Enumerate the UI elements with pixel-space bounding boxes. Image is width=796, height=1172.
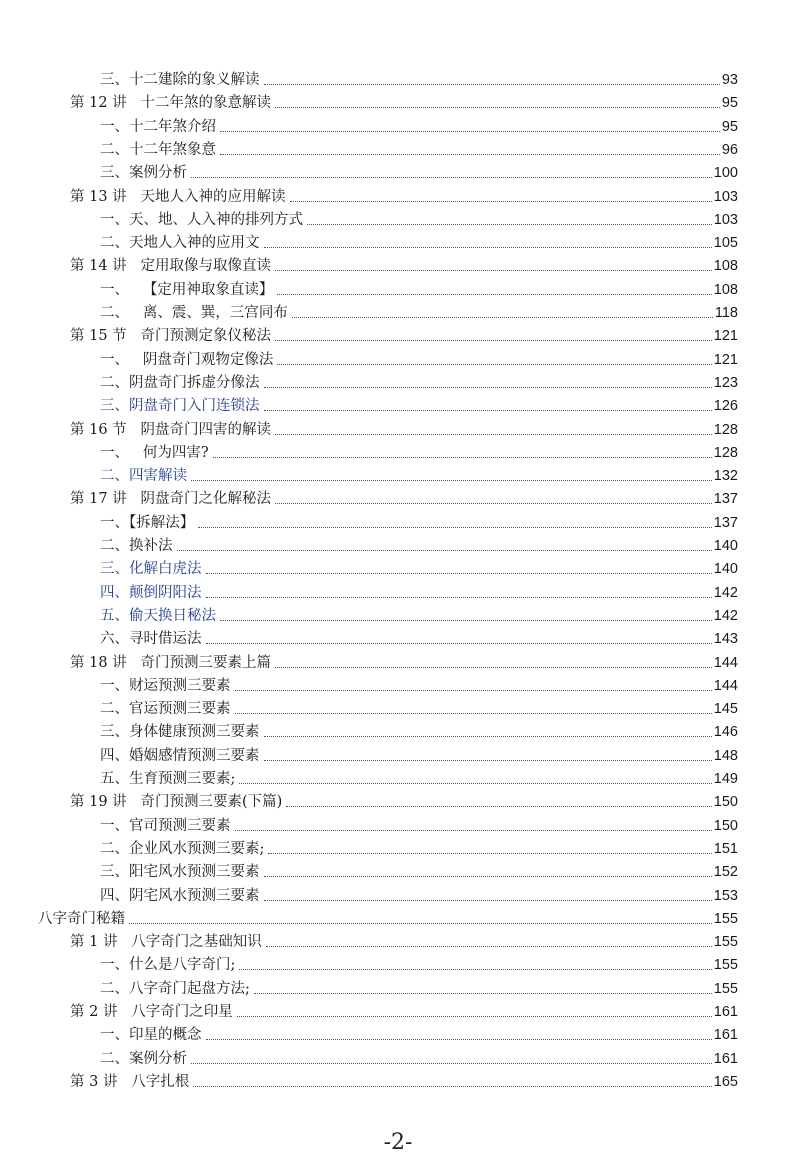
toc-entry bbox=[100, 159, 738, 182]
toc-entry bbox=[100, 113, 738, 136]
toc-entry-page: 128 bbox=[713, 444, 738, 461]
toc-entry[interactable] bbox=[100, 579, 738, 602]
toc-entry bbox=[100, 625, 738, 648]
dot-leader bbox=[264, 247, 712, 248]
toc-entry bbox=[70, 416, 738, 439]
dot-leader bbox=[235, 830, 712, 831]
toc-entry bbox=[70, 252, 738, 275]
toc-entry bbox=[100, 812, 738, 835]
toc-entry-page: 161 bbox=[713, 1050, 738, 1067]
toc-entry-title: 四、婚姻感情预测三要素 bbox=[100, 747, 260, 764]
toc-entry bbox=[70, 928, 738, 951]
toc-entry-page: 155 bbox=[713, 980, 738, 997]
toc-entry-title[interactable]: 二、四害解读 bbox=[100, 468, 187, 485]
dot-leader bbox=[191, 1063, 712, 1064]
dot-leader bbox=[275, 270, 712, 271]
toc-entry-page: 149 bbox=[713, 771, 738, 787]
toc-entry-page: 100 bbox=[713, 165, 738, 182]
toc-entry-title: 一、 【定用神取象直读】 bbox=[100, 281, 274, 298]
toc-entry-title: 二、案例分析 bbox=[100, 1050, 187, 1067]
toc-entry-title: 三、十二建除的象义解读 bbox=[100, 72, 260, 88]
toc-entry-page: 151 bbox=[713, 840, 738, 857]
toc-entry bbox=[100, 276, 738, 299]
toc-entry-page: 140 bbox=[713, 561, 738, 578]
dot-leader bbox=[264, 900, 712, 901]
toc-entry bbox=[100, 229, 738, 252]
toc-entry-page: 93 bbox=[721, 72, 738, 88]
toc-entry-title[interactable]: 三、化解白虎法 bbox=[100, 561, 202, 578]
toc-entry-title: 第 2 讲 八字奇门之印星 bbox=[70, 1004, 233, 1020]
toc-entry bbox=[100, 858, 738, 881]
toc-entry-title: 二、阴盘奇门拆虚分像法 bbox=[100, 374, 260, 391]
toc-entry-title: 八字奇门秘籍 bbox=[38, 910, 125, 927]
toc-entry-page: 105 bbox=[713, 235, 738, 252]
dot-leader bbox=[290, 201, 712, 202]
toc-entry-page: 142 bbox=[713, 607, 738, 624]
dot-leader bbox=[220, 154, 720, 155]
dot-leader bbox=[129, 923, 712, 924]
dot-leader bbox=[286, 806, 711, 807]
toc-entry bbox=[70, 322, 738, 345]
toc-entry-page: 153 bbox=[713, 887, 738, 904]
toc-entry-page: 96 bbox=[721, 141, 738, 158]
toc-entry-page: 152 bbox=[713, 864, 738, 881]
toc-entry bbox=[100, 532, 738, 555]
dot-leader bbox=[264, 410, 712, 411]
dot-leader bbox=[264, 760, 712, 761]
toc-entry-title: 一、什么是八字奇门; bbox=[100, 957, 236, 974]
toc-entry-page: 95 bbox=[721, 118, 738, 135]
toc-entry-title: 二、十二年煞象意 bbox=[100, 141, 216, 158]
toc-entry bbox=[100, 509, 738, 532]
toc-entry-title: 二、天地人入神的应用文 bbox=[100, 235, 260, 252]
dot-leader bbox=[239, 783, 711, 784]
toc-entry bbox=[100, 835, 738, 858]
dot-leader bbox=[254, 993, 712, 994]
toc-entry[interactable] bbox=[100, 602, 738, 625]
toc-entry bbox=[100, 695, 738, 718]
dot-leader bbox=[177, 550, 712, 551]
toc-entry-title: 六、寻时借运法 bbox=[100, 631, 202, 648]
toc-entry-page: 144 bbox=[713, 654, 738, 671]
toc-entry-title: 第 1 讲 八字奇门之基础知识 bbox=[70, 934, 262, 951]
toc-entry[interactable] bbox=[100, 392, 738, 415]
toc-entry-title: 一、【拆解法】 bbox=[100, 514, 195, 531]
toc-entry-title: 第 12 讲 十二年煞的象意解读 bbox=[70, 95, 271, 112]
toc-entry-page: 95 bbox=[721, 95, 738, 112]
dot-leader bbox=[206, 643, 712, 644]
toc-entry-page: 108 bbox=[713, 258, 738, 275]
dot-leader bbox=[237, 1016, 712, 1017]
toc-entry bbox=[100, 1045, 738, 1068]
dot-leader bbox=[213, 457, 712, 458]
toc-entry-title: 一、 阴盘奇门观物定像法 bbox=[100, 351, 274, 368]
toc-entry-page: 145 bbox=[713, 701, 738, 718]
toc-entry-title: 二、官运预测三要素 bbox=[100, 701, 231, 718]
toc-entry bbox=[100, 299, 738, 322]
toc-entry-title: 三、阳宅风水预测三要素 bbox=[100, 864, 260, 881]
toc-entry-title: 三、身体健康预测三要素 bbox=[100, 724, 260, 741]
toc-entry-page: 161 bbox=[713, 1004, 738, 1020]
toc-entry bbox=[100, 136, 738, 159]
toc-entry-page: 165 bbox=[713, 1073, 738, 1090]
dot-leader bbox=[235, 713, 712, 714]
toc-entry-title: 第 3 讲 八字扎根 bbox=[70, 1073, 190, 1090]
toc-entry bbox=[100, 346, 738, 369]
dot-leader bbox=[275, 434, 712, 435]
toc-entry-page: 132 bbox=[713, 468, 738, 485]
toc-entry-page: 121 bbox=[713, 351, 738, 368]
dot-leader bbox=[198, 527, 712, 528]
toc-entry-page: 103 bbox=[713, 188, 738, 205]
toc-entry-title: 二、企业风水预测三要素; bbox=[100, 840, 265, 857]
toc-entry bbox=[70, 649, 738, 672]
toc-entry bbox=[100, 439, 738, 462]
dot-leader bbox=[191, 177, 712, 178]
toc-entry-page: 155 bbox=[713, 957, 738, 974]
toc-entry-page: 150 bbox=[713, 817, 738, 834]
toc-entry-title: 二、换补法 bbox=[100, 538, 173, 554]
dot-leader bbox=[307, 224, 712, 225]
dot-leader bbox=[220, 620, 712, 621]
dot-leader bbox=[275, 340, 712, 341]
toc-entry-page: 155 bbox=[713, 934, 738, 951]
dot-leader bbox=[266, 946, 712, 947]
toc-entry-title: 一、天、地、人入神的排列方式 bbox=[100, 211, 303, 228]
toc-entry-title: 二、八字奇门起盘方法; bbox=[100, 980, 250, 997]
toc-entry-title: 一、财运预测三要素 bbox=[100, 677, 231, 694]
toc-entry-title: 第 13 讲 天地人入神的应用解读 bbox=[70, 188, 286, 205]
toc-entry bbox=[100, 765, 738, 788]
toc-entry-title: 一、官司预测三要素 bbox=[100, 817, 231, 834]
toc-entry[interactable] bbox=[100, 462, 738, 485]
toc-entry bbox=[100, 718, 738, 741]
toc-entry bbox=[100, 742, 738, 765]
toc-entry-title: 第 15 节 奇门预测定象仪秘法 bbox=[70, 328, 271, 345]
dot-leader bbox=[264, 84, 720, 85]
dot-leader bbox=[264, 736, 712, 737]
dot-leader bbox=[206, 597, 712, 598]
toc-entry bbox=[70, 1068, 738, 1091]
dot-leader bbox=[277, 294, 711, 295]
toc-entry bbox=[70, 485, 738, 508]
toc-entry-page: 118 bbox=[714, 305, 738, 321]
dot-leader bbox=[275, 503, 712, 504]
toc-entry-page: 155 bbox=[713, 910, 738, 927]
toc-entry bbox=[100, 951, 738, 974]
toc-entry bbox=[70, 89, 738, 112]
toc-entry-title: 第 14 讲 定用取像与取像直读 bbox=[70, 258, 271, 275]
toc-entry bbox=[38, 905, 738, 928]
dot-leader bbox=[275, 667, 712, 668]
toc-entry-page: 108 bbox=[713, 281, 738, 298]
dot-leader bbox=[277, 364, 711, 365]
toc-entry-page: 144 bbox=[713, 677, 738, 694]
toc-entry bbox=[100, 66, 738, 89]
dot-leader bbox=[191, 480, 712, 481]
toc-entry-title: 一、 何为四害? bbox=[100, 444, 209, 461]
toc-entry-title: 三、案例分析 bbox=[100, 165, 187, 182]
toc-entry-page: 121 bbox=[713, 328, 738, 345]
toc-entry bbox=[70, 183, 738, 206]
toc-entry bbox=[100, 206, 738, 229]
toc-entry bbox=[100, 882, 738, 905]
dot-leader bbox=[292, 317, 713, 318]
toc-entry-page: 126 bbox=[713, 398, 738, 415]
dot-leader bbox=[193, 1086, 712, 1087]
dot-leader bbox=[220, 131, 720, 132]
dot-leader bbox=[206, 573, 712, 574]
toc-entry-page: 103 bbox=[713, 211, 738, 228]
toc-entry[interactable] bbox=[100, 555, 738, 578]
toc-entry-page: 142 bbox=[713, 584, 738, 601]
toc-entry bbox=[70, 998, 738, 1021]
toc-entry-page: 128 bbox=[713, 421, 738, 438]
toc-entry-title: 一、十二年煞介绍 bbox=[100, 118, 216, 135]
page-number: -2- bbox=[383, 1130, 413, 1155]
toc-entry-page: 137 bbox=[713, 514, 738, 531]
toc-entry-title: 第 18 讲 奇门预测三要素上篇 bbox=[70, 654, 271, 671]
toc-entry-title: 第 17 讲 阴盘奇门之化解秘法 bbox=[70, 491, 271, 508]
toc-entry-page: 137 bbox=[713, 491, 738, 508]
dot-leader bbox=[264, 387, 712, 388]
toc-entry-page: 148 bbox=[713, 747, 738, 764]
dot-leader bbox=[239, 969, 711, 970]
toc-entry-title: 一、印星的概念 bbox=[100, 1027, 202, 1044]
toc-entry bbox=[100, 975, 738, 998]
toc-entry-page: 146 bbox=[713, 724, 738, 741]
toc-entry-title[interactable]: 三、阴盘奇门入门连锁法 bbox=[100, 398, 260, 415]
toc-entry bbox=[100, 369, 738, 392]
toc-entry-title: 二、 离、震、巽，三宫同布 bbox=[100, 305, 288, 321]
toc-entry-page: 150 bbox=[713, 794, 738, 811]
dot-leader bbox=[275, 107, 720, 108]
dot-leader bbox=[268, 853, 711, 854]
dot-leader bbox=[206, 1039, 712, 1040]
toc-entry bbox=[100, 672, 738, 695]
toc-entry bbox=[70, 788, 738, 811]
toc-entry-page: 123 bbox=[713, 374, 738, 391]
toc-entry-title: 第 19 讲 奇门预测三要素(下篇) bbox=[70, 794, 283, 811]
toc-entry-title[interactable]: 五、偷天换日秘法 bbox=[100, 607, 216, 624]
toc-entry-title: 第 16 节 阴盘奇门四害的解读 bbox=[70, 421, 271, 438]
toc-entry-page: 161 bbox=[713, 1027, 738, 1044]
toc-entry-page: 140 bbox=[713, 538, 738, 554]
toc-entry bbox=[100, 1021, 738, 1044]
dot-leader bbox=[235, 690, 712, 691]
toc-entry-page: 143 bbox=[713, 631, 738, 648]
dot-leader bbox=[264, 876, 712, 877]
toc-entry-title: 五、生育预测三要素; bbox=[100, 771, 236, 787]
toc-entry-title: 四、阴宅风水预测三要素 bbox=[100, 887, 260, 904]
toc-entry-title[interactable]: 四、颠倒阴阳法 bbox=[100, 584, 202, 601]
